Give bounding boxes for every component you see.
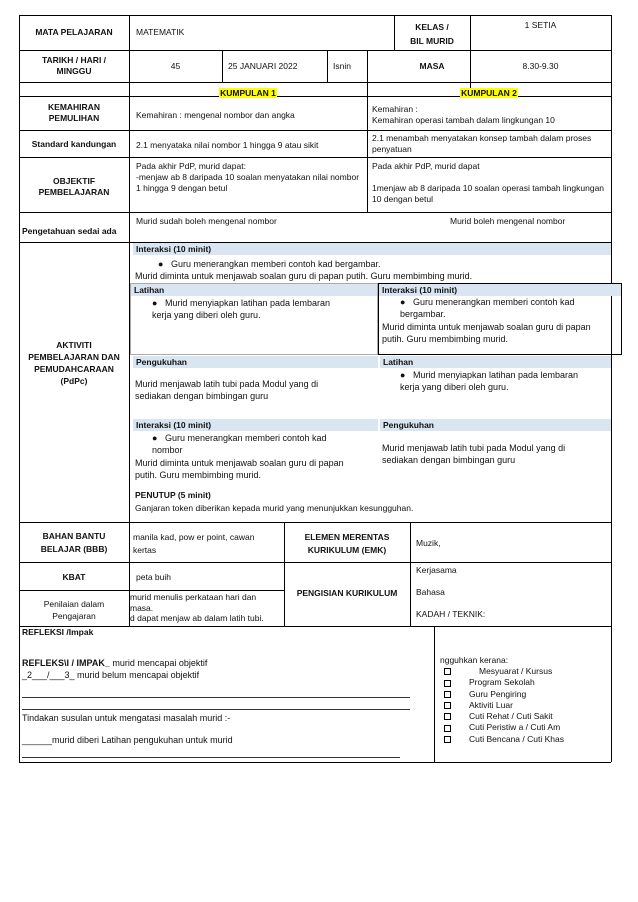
refleksi-line-1: REFLEKS\I / IMPAK_ murid mencapai objektif	[22, 658, 208, 668]
objektif-k1: Pada akhir PdP, murid dapat: -menjaw ab 8 daripada 10 soalan menyatakan nilai nombor 1 hingga 9 dengan betul	[136, 161, 360, 193]
pengukuhan-right-text: Murid menjawab latih tubi pada Modul yang di sediakan dengan bimbingan guru	[382, 443, 566, 465]
refleksi-line-4: ______murid diberi Latihan pengukuhan untuk murid	[22, 735, 233, 745]
reason-label: ngguhkan kerana:	[440, 655, 509, 665]
latihan-heading: Latihan	[131, 284, 377, 296]
tarikh-label: TARIKH / HARI / MINGGU	[41, 55, 107, 76]
penilaian-label: Penilaian dalam Pengajaran	[43, 599, 105, 621]
reason-item[interactable]: Program Sekolah	[444, 677, 564, 688]
refleksi-line-2: _2___/___3_ murid belum mencapai objektif	[22, 670, 200, 680]
standard-label: Standard kandungan	[31, 139, 117, 149]
checkbox-icon[interactable]	[444, 736, 451, 743]
interaksi-top-bullet: ● Guru menerangkan memberi contoh kad bergambar.	[158, 259, 381, 269]
emk-value: Muzik,	[416, 538, 441, 548]
kbat-label: KBAT	[62, 572, 86, 582]
checkbox-icon[interactable]	[444, 725, 451, 732]
kelas-value: 1 SETIA	[524, 20, 557, 30]
interaksi-left-bullet: ● Guru menerangkan memberi contoh kad nombor	[152, 433, 327, 455]
pengisian-label: PENGISIAN KURIKULUM	[296, 588, 398, 598]
pengisian-value: Kerjasama Bahasa KADAH / TEKNIK:	[416, 565, 486, 619]
objektif-k2: Pada akhir PdP, murid dapat 1menjaw ab 8 daripada 10 soalan operasi tambah lingkungan 10 dengan betul	[372, 161, 605, 204]
kbat-value: peta buih	[136, 572, 171, 582]
masa-value: 8.30-9.30	[522, 61, 559, 71]
checkbox-icon[interactable]	[444, 713, 451, 720]
interaksi-top-heading: Interaksi (10 minit)	[133, 243, 611, 255]
aktiviti-label: AKTIVITI PEMBELAJARAN DAN PEMUDAHCARAAN (PdPc)	[28, 340, 120, 386]
reason-list	[444, 666, 564, 745]
standard-k2: 2.1 menambah menyatakan konsep tambah dalam proses penyatuan	[372, 133, 592, 154]
standard-k1: 2.1 menyataka nilai nombor 1 hingga 9 atau sikit	[136, 140, 319, 150]
reason-item[interactable]: Cuti Rehat / Cuti Sakit	[444, 711, 564, 722]
pengukuhan-text: Murid menjawab latih tubi pada Modul yang di sediakan dengan bimbingan guru	[135, 379, 319, 401]
latihan-bullet: ● Murid menyiapkan latihan pada lembaran kerja yang diberi oleh guru.	[152, 298, 331, 320]
reason-item[interactable]: Mesyuarat / Kursus	[444, 666, 564, 677]
interaksi-left-heading: Interaksi (10 minit)	[133, 419, 378, 431]
refleksi-label: REFLEKSI /Impak	[22, 627, 94, 637]
kumpulan-1-heading: KUMPULAN 1	[220, 88, 276, 98]
checkbox-icon[interactable]	[444, 691, 451, 698]
minggu-value: 45	[170, 61, 181, 71]
pengetahuan-k1: Murid sudah boleh mengenal nombor	[136, 216, 277, 226]
hari-value: Isnin	[333, 61, 351, 71]
latihan-right-heading: Latihan	[380, 356, 611, 368]
latihan-right-bullet: ● Murid menyiapkan latihan pada lembaran kerja yang diberi oleh guru.	[400, 370, 579, 392]
interaksi-right-text: Murid diminta untuk menjawab soalan guru di papan putih. Guru membimbing murid.	[382, 322, 591, 344]
interaksi-left-text: Murid diminta untuk menjawab soalan guru di papan putih. Guru membimbing murid.	[135, 458, 344, 480]
kemahiran-k1: Kemahiran : mengenal nombor dan angka	[136, 110, 295, 120]
kemahiran-label: KEMAHIRAN PEMULIHAN	[48, 102, 100, 123]
penutup-heading: PENUTUP (5 minit)	[135, 490, 211, 500]
checkbox-icon[interactable]	[444, 680, 451, 687]
penilaian-value: murid menulis perkataan hari dan masa. d dapat menjaw ab dalam latih tubi.	[130, 592, 264, 623]
mata-pelajaran-label: MATA PELAJARAN	[35, 27, 113, 37]
bahan-label: BAHAN BANTU BELAJAR (BBB)	[40, 531, 108, 554]
pengukuhan-heading: Pengukuhan	[133, 356, 378, 368]
tarikh-value: 25 JANUARI 2022	[228, 61, 298, 71]
interaksi-right-bullet: ● Guru menerangkan memberi contoh kad bergambar.	[400, 297, 575, 319]
pengetahuan-k2: Murid boleh mengenal nombor	[450, 216, 566, 226]
kumpulan-2-heading: KUMPULAN 2	[461, 88, 517, 98]
emk-label: ELEMEN MERENTAS KURIKULUM (EMK)	[304, 532, 390, 555]
pengukuhan-right-heading: Pengukuhan	[380, 419, 611, 431]
kelas-label: KELAS / BIL MURID	[410, 22, 454, 46]
pengetahuan-label: Pengetahuan sedai ada	[22, 226, 117, 236]
checkbox-icon[interactable]	[444, 668, 451, 675]
refleksi-line-3: Tindakan susulan untuk mengatasi masalah murid :-	[22, 713, 231, 723]
interaksi-right-heading: Interaksi (10 minit)	[379, 284, 621, 296]
reason-item[interactable]: Guru Pengiring	[444, 689, 564, 700]
mata-pelajaran-value: MATEMATIK	[136, 27, 185, 37]
checkbox-icon[interactable]	[444, 702, 451, 709]
bahan-value: manila kad, pow er point, cawan kertas	[133, 532, 255, 555]
penutup-text: Ganjaran token diberikan kepada murid yang menunjukkan kesungguhan.	[135, 503, 414, 513]
reason-item[interactable]: Cuti Peristiw a / Cuti Am	[444, 722, 564, 733]
reason-item[interactable]: Cuti Bencana / Cuti Khas	[444, 734, 564, 745]
interaksi-top-text: Murid diminta untuk menjawab soalan guru di papan putih. Guru membimbing murid.	[135, 271, 473, 281]
objektif-label: OBJEKTIF PEMBELAJARAN	[38, 176, 110, 197]
kemahiran-k2: Kemahiran : Kemahiran operasi tambah dalam lingkungan 10	[372, 104, 555, 125]
reason-item[interactable]: Aktiviti Luar	[444, 700, 564, 711]
masa-label: MASA	[419, 61, 445, 71]
